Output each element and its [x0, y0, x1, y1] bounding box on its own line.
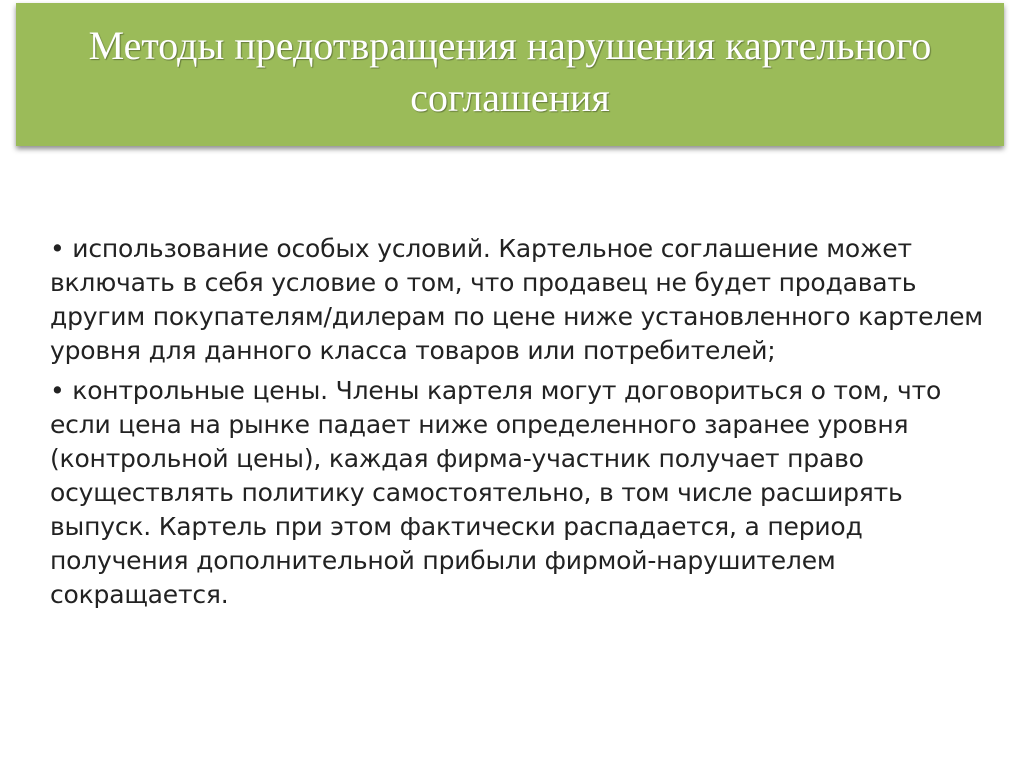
slide-body: [50, 232, 1000, 618]
bullet-item: [50, 232, 1000, 368]
bullet-text: использование особых условий. Картельное соглашение может включать в себя условие о том, что продавец не будет продавать другим покупателям/дилерам по цене ниже установленного картелем уровня для данного класса товаров или потребителей;: [50, 234, 983, 365]
slide-title-banner: [16, 3, 1004, 146]
bullet-item: [50, 374, 1000, 612]
bullet-marker: •: [50, 234, 65, 263]
bullet-text: контрольные цены. Члены картеля могут договориться о том, что если цена на рынке падает ниже определенного заранее уровня (контрольной цены), каждая фирма-участник получает право осуществлять политику самостоятельно, в том числе расширять выпуск. Картель при этом фактически распадается, а период получения дополнительной прибыли фирмой-нарушителем сокращается.: [50, 376, 942, 609]
slide-title: Методы предотвращения нарушения картельного соглашения: [88, 22, 932, 120]
bullet-marker: •: [50, 376, 65, 405]
